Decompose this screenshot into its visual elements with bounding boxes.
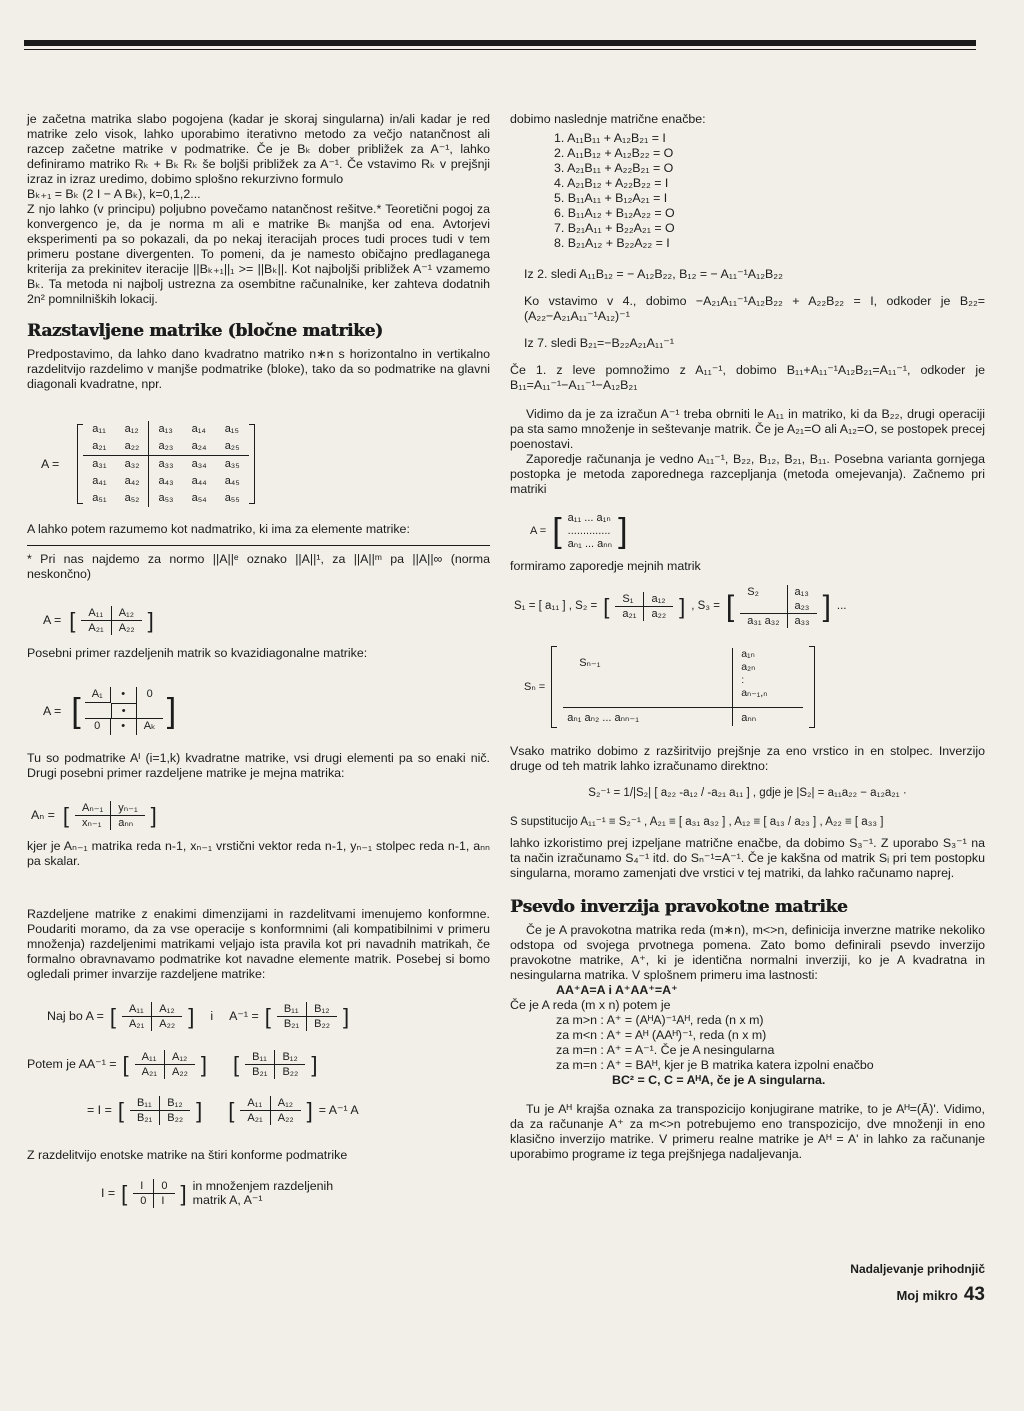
top-rule-thin xyxy=(24,49,976,50)
quasi-diagonal-matrix: A = [ A₁ • 0 • 0 • Aₖ ] xyxy=(43,683,490,739)
footnote: * Pri nas najdemo za normo ||A||ᵉ oznako ||A||¹, za ||A||ᵐ pa ||A||∞ (norma neskončno) xyxy=(27,552,490,581)
paragraph: formiramo zaporedje mejnih matrik xyxy=(510,559,701,573)
cell: a₂ₙ xyxy=(741,661,756,673)
equation-item: 4. A₂₁B₁₂ + A₂₂B₂₂ = I xyxy=(554,176,669,190)
equation: AA⁺A=A i A⁺AA⁺=A⁺ xyxy=(556,983,678,997)
block-a12: A₁₂ xyxy=(112,606,142,621)
label: I = xyxy=(101,1185,116,1200)
paragraph: A lahko potem razumemo kot nadmatriko, ki ima za elemente matrike: xyxy=(27,522,410,536)
matrix-cell: a₁₁ xyxy=(92,423,106,435)
naj-bo-row: Naj bo A = [ A₁₁ A₁₂ A₂₁ A₂₂ ] i A⁻¹ = [ B₁₁ B₁₂ B₂₁ B₂₂ ] xyxy=(47,1002,350,1030)
matrix-cell: a₃₂ xyxy=(116,456,149,474)
matrix-cell: a₃₁ xyxy=(92,458,107,470)
zero: 0 xyxy=(146,688,153,700)
label: , S₃ = xyxy=(691,599,720,612)
case-line: za m=n : A⁺ = A⁻¹. Če je A nesingularna xyxy=(556,1043,775,1057)
matrix-cell: a₃₅ xyxy=(224,458,240,470)
equation-item: 7. B₂₁A₁₁ + B₂₂A₂₁ = O xyxy=(554,221,675,235)
paragraph: Razdeljene matrike z enakimi dimenzijami in razdelitvami imenujemo konformne. Poudariti moramo, da za vse operacije s konformnimi (ali kompatibilnimi v primeru množenja) razdeljenimi matrikami veljajo ista pravila kot pri navadnih matrikah, če formalno obravnavamo podmatrike kot navadne elemente matrik. Posebej si bomo ogledali primer invarzije razdeljene matrike: xyxy=(27,907,490,981)
matrix-cell: a₂₁ xyxy=(83,438,115,456)
formula: Bₖ₊₁ = Bₖ (2 I − A Bₖ), k=0,1,2... xyxy=(27,187,201,201)
paragraph: Posebni primer razdeljenih matrik so kvazidiagonalne matrike: xyxy=(27,646,368,660)
matrix-a-general: A = [ a₁₁ ... a₁ₙ .............. aₙ₁ ... aₙₙ ] xyxy=(530,511,628,550)
block-xn1: xₙ₋₁ xyxy=(75,816,111,830)
block-a11: A₁₁ xyxy=(122,1002,152,1017)
equation-item: 3. A₂₁B₁₁ + A₂₂B₂₁ = O xyxy=(554,161,674,175)
paragraph: Če je A pravokotna matrika reda (m∗n), m<>n, definicija inverzne matrike nekoliko odstopa od svojega prvotnega pomena. Zato bomo definirali psevdo inverzijo pravokotne matrike, A⁺, ki je identična normalni inverziji, ko je A kvadratna in nesingularna matrika. V splošnem primeru ima lastnosti: xyxy=(510,923,985,982)
matrix-a-block xyxy=(41,420,490,508)
paragraph: Z razdelitvijo enotske matrike na štiri konforme podmatrike xyxy=(27,1148,348,1162)
block-an1: Aₙ₋₁ xyxy=(75,801,111,816)
paragraph: lahko izkoristimo prej izpeljane matrične enačbe, da dobimo S₃⁻¹. Z uporabo S₃⁻¹ na ta način izračunamo S₄⁻¹ itd. do Sₙ⁻¹=A⁻¹. Če je kakšna od matrik Sᵢ pri tem postopku singularna, moramo zamenjati dve vrstici v tej matriki, da lahko računamo naprej. xyxy=(510,836,985,880)
matrix-cell: a₅₁ xyxy=(92,492,107,504)
row: .............. xyxy=(567,524,611,537)
label: Naj bo A = xyxy=(47,1008,104,1023)
row: aₙ₁ ... aₙₙ xyxy=(567,537,613,550)
block-a21: A₂₁ xyxy=(122,1017,152,1031)
equation: S₂⁻¹ = 1/|S₂| [ a₂₂ -a₁₂ / -a₂₁ a₁₁ ] , gdje je |S₂| = a₁₁a₂₂ − a₁₂a₂₁ · xyxy=(588,787,907,799)
matrix-label: Aₙ = xyxy=(31,807,55,822)
matrix-cell: a₁₄ xyxy=(191,423,206,435)
dot: • xyxy=(111,719,137,735)
sn-matrix xyxy=(524,644,985,730)
block-yn1: yₙ₋₁ xyxy=(111,801,144,816)
block: a₁₂ xyxy=(644,592,673,607)
left-column xyxy=(27,112,490,1211)
label: A = xyxy=(530,524,547,537)
paragraph: Vsako matriko dobimo z razširitvijo prejšnje za eno vrstico in en stolpec. Inverzijo druge od teh matrik lahko izračunamo direktno: xyxy=(510,744,985,773)
cell: a₁ₙ xyxy=(741,648,755,660)
row: aₙ₁ aₙ₂ ... aₙₙ₋₁ xyxy=(563,708,733,726)
potem-row: Potem je AA⁻¹ = [ A₁₁ A₁₂ A₂₁ A₂₂ ] [ B₁₁ B₁₂ B₂₁ B₂₂ ] xyxy=(27,1050,318,1078)
paragraph: dobimo naslednje matrične enačbe: xyxy=(510,112,706,126)
border-matrix: Aₙ = [ Aₙ₋₁ yₙ₋₁ xₙ₋₁ aₙₙ ] xyxy=(31,801,157,829)
matrix-cell: a₄₄ xyxy=(191,475,207,487)
unit-matrix-row: I = [ I 0 0 I ] in množenjem razdeljenih matrik A, A⁻¹ xyxy=(101,1175,490,1211)
matrix-cell: a₄₂ xyxy=(116,473,149,490)
conjunction: i xyxy=(210,1008,214,1023)
block-ann: aₙₙ xyxy=(118,816,134,829)
equation-item: 6. B₁₁A₁₂ + B₁₂A₂₂ = O xyxy=(554,206,675,220)
matrix-cell: a₃₃ xyxy=(158,458,174,470)
label: Potem je AA⁻¹ = xyxy=(27,1056,117,1071)
case-line: za m<n : A⁺ = Aᴴ (AAᴴ)⁻¹, reda (n x m) xyxy=(556,1028,767,1042)
matrix-label: A = xyxy=(43,612,62,627)
matrix-label: A = xyxy=(41,456,60,471)
block-a21: A₂₁ xyxy=(81,621,111,635)
cell: aₙ₋₁,ₙ xyxy=(741,687,768,699)
block: a₁₃ xyxy=(794,585,809,598)
matrix-cell: a₂₅ xyxy=(216,438,249,456)
equation-item: 2. A₁₁B₁₂ + A₁₂B₂₂ = O xyxy=(554,146,674,160)
paragraph: Vidimo da je za izračun A⁻¹ treba obrniti le A₁₁ in matriko, ki da B₂₂, drugi operaciji pa sta samo množenje in seštevanje matrik. Če je A₂₁=O ali A₁₂=O, se postopek precej poenostavi. xyxy=(510,407,985,451)
paragraph: Če 1. z leve pomnožimo z A₁₁⁻¹, dobimo B₁₁+A₁₁⁻¹A₁₂B₂₁=A₁₁⁻¹, odkoder je B₁₁=A₁₁⁻¹−A₁₁⁻¹−A₁₂B₂₁ xyxy=(510,363,985,392)
block-a22: A₂₂ xyxy=(159,1017,176,1030)
case-line: za m=n : A⁺ = BAᴴ, kjer je B matrika katera izpolni enačbo xyxy=(556,1058,874,1072)
matrix-cell: a₄₃ xyxy=(158,475,174,487)
block-matrix: A = [ A₁₁ A₁₂ A₂₁ A₂₂ ] xyxy=(43,606,154,634)
block: a₃₃ xyxy=(794,614,810,627)
magazine-name: Moj mikro xyxy=(896,1288,958,1303)
dot: • xyxy=(111,703,137,719)
block-a22: A₂₂ xyxy=(118,621,135,634)
ellipsis: ... xyxy=(836,599,847,612)
matrix-cell: a₁₃ xyxy=(158,423,173,435)
top-rule xyxy=(24,40,976,46)
case-line: Če je A reda (m x n) potem je xyxy=(510,998,671,1012)
paragraph: Ko vstavimo v 4., dobimo −A₂₁A₁₁⁻¹A₁₂B₂₂ + A₂₂B₂₂ = I, odkoder je B₂₂=(A₂₂−A₂₁A₁₁⁻¹A₁₂)⁻¹ xyxy=(524,294,985,323)
label: Sₙ = xyxy=(524,680,546,693)
paragraph: Predpostavimo, da lahko dano kvadratno matriko n∗n s horizontalno in vertikalno razdelitvijo razdelimo v manjše podmatrike (bloke), tako da so podmatrike na glavni diagonali kvadratne, npr. xyxy=(27,347,490,391)
matrix-cell: a₅₅ xyxy=(224,492,240,504)
matrix-cell: a₄₅ xyxy=(224,475,240,487)
paragraph: kjer je Aₙ₋₁ matrika reda n-1, xₙ₋₁ vrstični vektor reda n-1, yₙ₋₁ stolpec reda n-1, aₙₙ pa skalar. xyxy=(27,839,490,868)
equation-item: 8. B₂₁A₁₂ + B₂₂A₂₂ = I xyxy=(554,236,670,250)
label: = I = xyxy=(87,1102,112,1117)
matrix-cell: a₅₂ xyxy=(116,490,149,507)
s-matrices-row: S₁ = [ a₁₁ ] , S₂ = [ S₁ a₁₂ a₂₁ a₂₂ ] , S₃ = [ S₂ a₁₃ a₂₃ a₃₁ a₃₂ a₃₃ ] ... xyxy=(514,585,847,627)
right-column xyxy=(510,112,985,1162)
footnote-rule xyxy=(27,545,490,546)
dot: • xyxy=(111,687,137,703)
label: A⁻¹ = xyxy=(229,1008,259,1023)
block: a₂₁ xyxy=(615,607,644,621)
block: a₂₂ xyxy=(651,607,667,620)
matrix-label: A = xyxy=(43,703,62,718)
block: S₂ xyxy=(740,585,787,599)
matrix-cell: a₃₄ xyxy=(191,458,207,470)
matrix-cell: a₅₃ xyxy=(158,492,174,504)
cell: aₙₙ xyxy=(741,712,757,724)
matrix-cell: a₅₄ xyxy=(191,492,207,504)
section-heading: Psevdo inverzija pravokotne matrike xyxy=(510,897,848,917)
row: a₁₁ ... a₁ₙ xyxy=(567,511,611,524)
block-a12: A₁₂ xyxy=(152,1002,182,1017)
paragraph: Z njo lahko (v principu) poljubno povečamo natančnost rešitve.* Teoretični pogoj za konvergenco je, da je norma m ali e matrike Bₖ manjša od ena. Avtorjevi eksperimenti pa so pokazali, da po nekaj iteracijah proces tudi proces tudi v tem primeru postane divergenten. To pomeni, da je namesto običajno predlaganega kriterija za prekinitev iteracije ||Bₖ₊₁||₁ >= ||Bₖ||. Kot najboljši približek A⁻¹ vzamemo Bₖ. Ta metoda ni najbolj ustrezna za osembitne računalnike, ker zahteva dodatnih 2n² pomnilniških lokacij. xyxy=(27,202,490,306)
zero: 0 xyxy=(85,719,111,735)
paragraph: in množenjem razdeljenih matrik A, A⁻¹ xyxy=(192,1179,334,1207)
equation-item: 1. A₁₁B₁₁ + A₁₂B₂₁ = I xyxy=(554,131,666,145)
matrix-cell: a₂₂ xyxy=(116,438,149,456)
continued-note: Nadaljevanje prihodnjič xyxy=(850,1262,985,1276)
paragraph: Tu so podmatrike Aᴵ (i=1,k) kvadratne matrike, vsi drugi elementi pa so enaki nič. Drugi posebni primer razdeljene matrike je mejna matrika: xyxy=(27,751,490,780)
identity-row: = I = [ B₁₁ B₁₂ B₂₁ B₂₂ ] [ A₁₁ A₁₂ A₂₁ A₂₂ ] = A⁻¹ A xyxy=(87,1096,359,1124)
paragraph: Zaporedje računanja je vedno A₁₁⁻¹, B₂₂, B₁₂, B₂₁, B₁₁. Posebna varianta gornjega postopka je metoda zaporednega razcepljanja (metoda omejevanja). Začnemo pri matriki xyxy=(510,452,985,496)
block-a11: A₁₁ xyxy=(81,606,111,621)
case-line: za m>n : A⁺ = (AᴴA)⁻¹Aᴴ, reda (n x m) xyxy=(556,1013,764,1027)
case-line: BC² = C, C = AᴴA, če je A singularna. xyxy=(612,1073,826,1087)
section-heading: Razstavljene matrike (bločne matrike) xyxy=(27,321,383,341)
block-sn1: Sₙ₋₁ xyxy=(563,648,733,708)
matrix-cell: a₁₂ xyxy=(116,421,149,438)
equation: Iz 2. sledi A₁₁B₁₂ = − A₁₂B₂₂, B₁₂ = − A₁₁⁻¹A₁₂B₂₂ xyxy=(524,267,783,281)
label: S₁ = [ a₁₁ ] , S₂ = xyxy=(514,599,598,612)
paragraph: je začetna matrika slabo pogojena (kadar je skoraj singularna) in/ali kadar je red matrike zelo visok, lahko uporabimo iterativno metodo za večjo natančnost ali razcep začetne matrike v podmatrike. Če je Bₖ dober približek za A⁻¹, lahko definiramo matriko Rₖ + Bₖ Rₖ še boljši približek za A⁻¹. Če vstavimo Rₖ v prejšnji izraz in izraz uredimo, dobimo splošno rekurzivno formulo xyxy=(27,112,490,186)
block: S₁ xyxy=(615,592,644,607)
case-list xyxy=(510,998,985,1088)
cell: : xyxy=(741,674,745,686)
paragraph: Tu je Aᴴ krajša oznaka za transpozicijo konjugirane matrike, to je Aᴴ=(Ā)'. Vidimo, da za računanje A⁺ za m<>n potrebujemo eno transpozicijo, dve množenji in eno klasično inverzijo matrike. V primeru realne matrike je Aᴴ = A' in lahko za računanje uporabimo programe iz tega prejšnjega nadaljevanja. xyxy=(510,1102,985,1161)
matrix-a xyxy=(83,421,248,507)
block: a₃₁ a₃₂ xyxy=(740,614,787,628)
equation: S supstitucijo A₁₁⁻¹ ≡ S₂⁻¹ , A₂₁ ≡ [ a₃₁ a₃₂ ] , A₁₂ ≡ [ a₁₃ / a₂₃ ] , A₂₂ ≡ [ a₃₃ ] xyxy=(510,816,884,828)
block: a₂₃ xyxy=(788,599,817,614)
page-number: 43 xyxy=(963,1284,985,1305)
matrix-cell: a₂₄ xyxy=(183,438,216,456)
matrix-cell: a₁₅ xyxy=(224,423,239,435)
equation-item: 5. B₁₁A₁₁ + B₁₂A₂₁ = I xyxy=(554,191,668,205)
page-footer xyxy=(820,1284,985,1306)
block-a1: A₁ xyxy=(85,687,111,703)
matrix-cell: a₄₁ xyxy=(92,475,107,487)
block-ak: Aₖ xyxy=(143,720,156,732)
equation: Iz 7. sledi B₂₁=−B₂₂A₂₁A₁₁⁻¹ xyxy=(524,336,674,350)
equation-list xyxy=(554,131,985,251)
label: = A⁻¹ A xyxy=(318,1102,359,1117)
matrix-cell: a₂₃ xyxy=(149,438,183,456)
